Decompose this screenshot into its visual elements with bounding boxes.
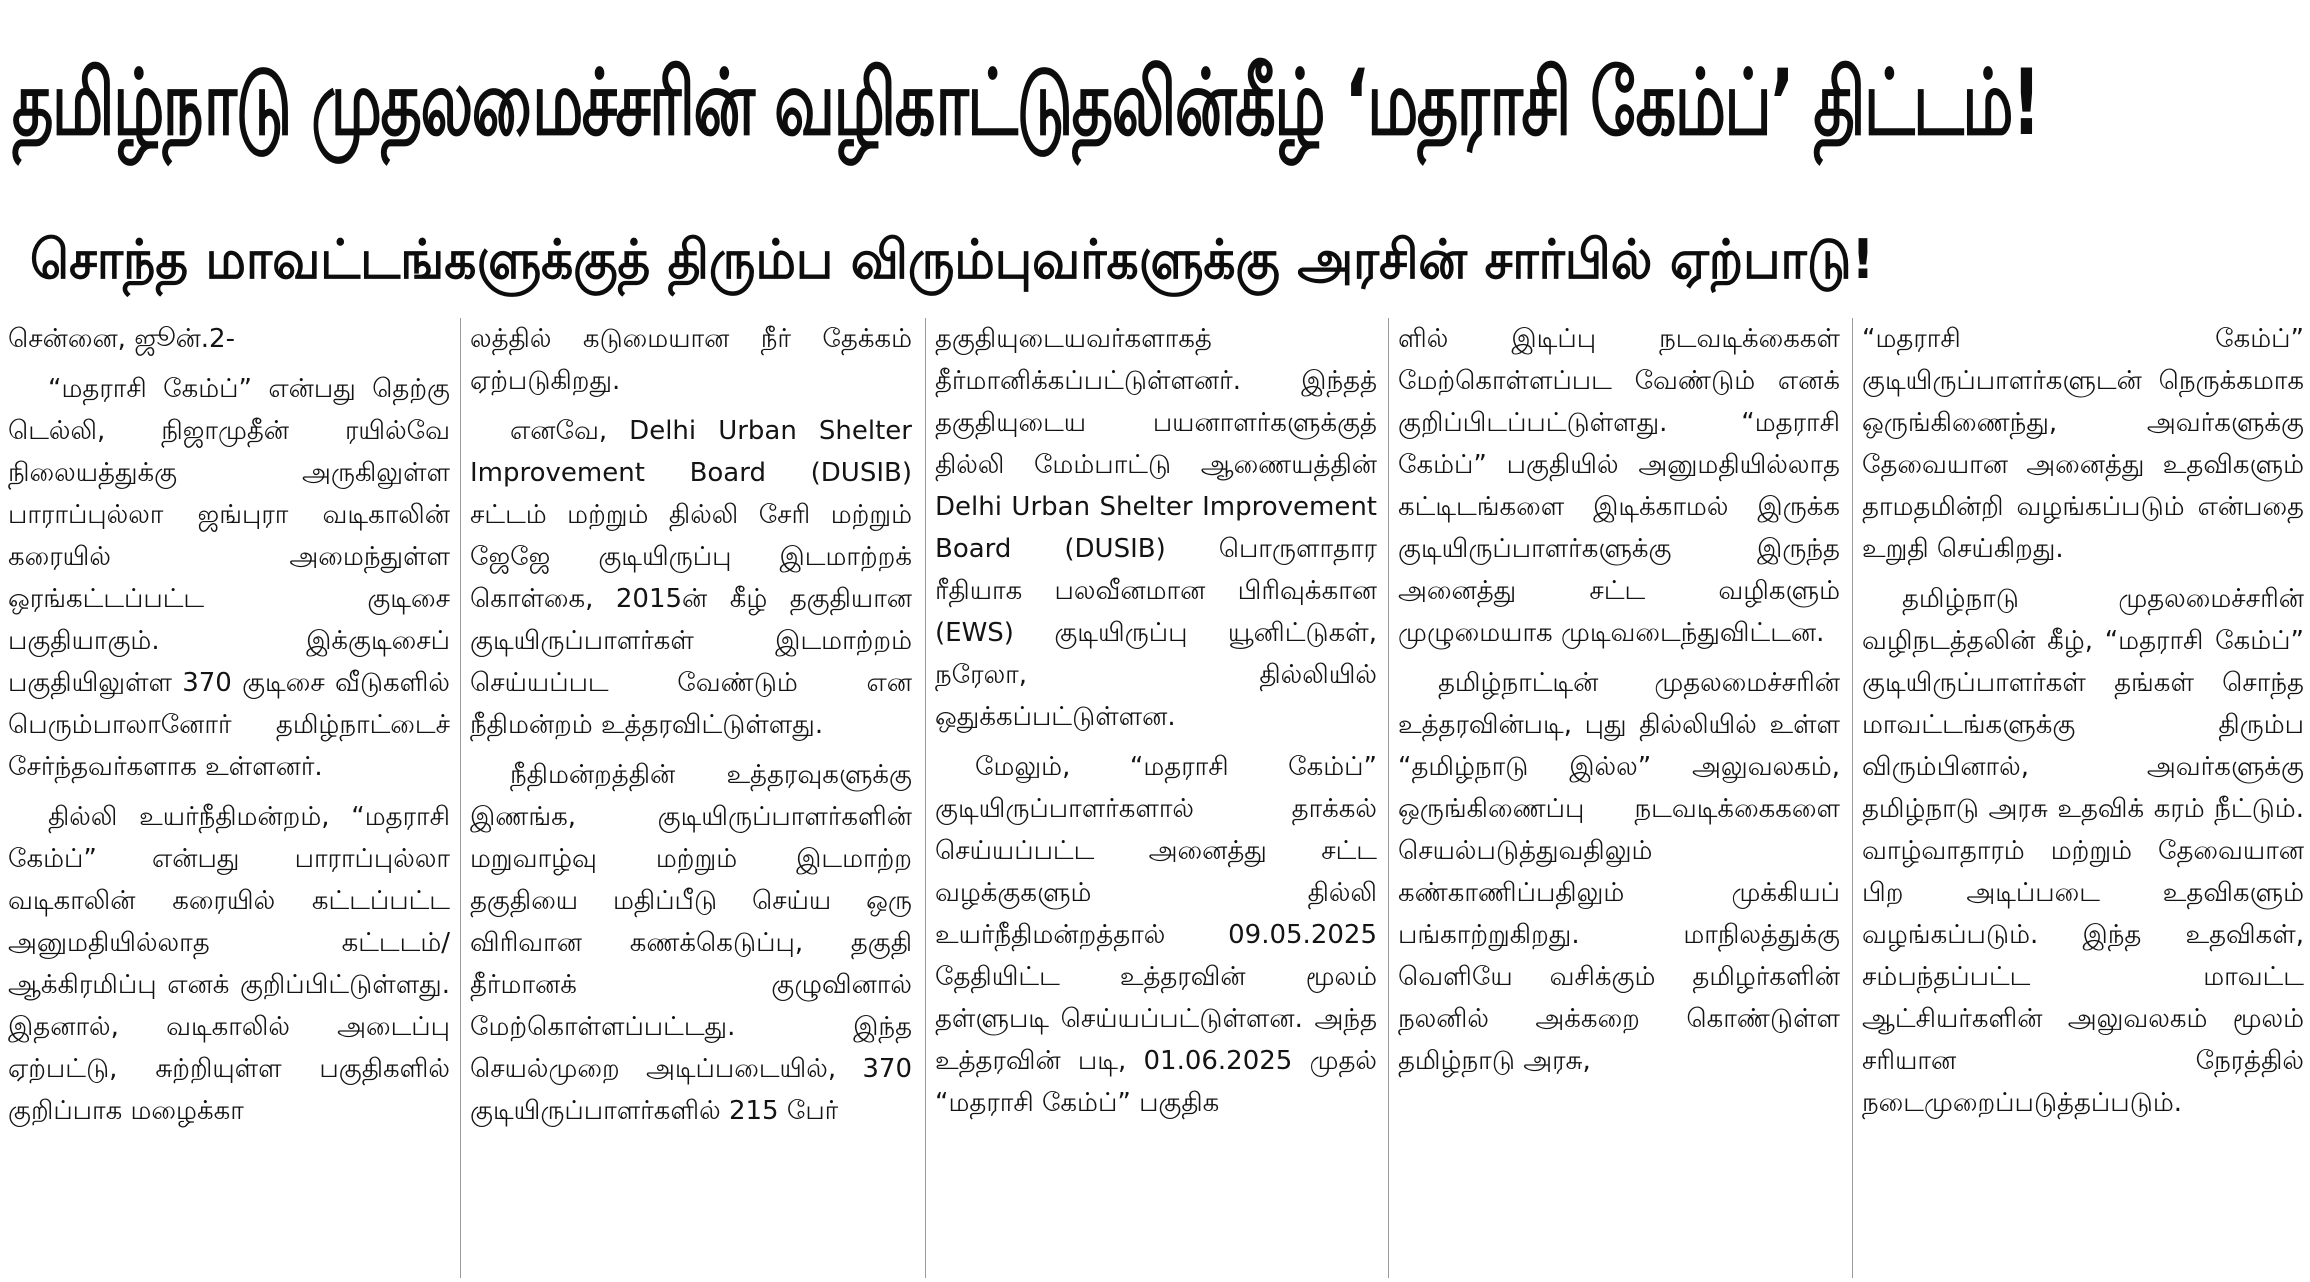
column-divider bbox=[460, 318, 461, 1278]
paragraph: நீதிமன்றத்தின் உத்தரவுகளுக்கு இணங்க, குடியிருப்பாளர்களின் மறுவாழ்வு மற்றும் இடமாற்ற தகுதியை மதிப்பீடு செய்ய ஒரு விரிவான கணக்கெடுப்பு, தகுதி தீர்மானக் குழுவினால் மேற்கொள்ளப்பட்டது. இந்த செயல்முறை அடிப்படையில், 370 குடியிருப்பாளர்களில் 215 பேர் bbox=[470, 760, 912, 1126]
column-divider bbox=[1388, 318, 1389, 1278]
article-column-3 bbox=[935, 318, 1377, 1278]
paragraph: மேலும், “மதராசி கேம்ப்” குடியிருப்பாளர்களால் தாக்கல் செய்யப்பட்ட அனைத்து சட்ட வழக்குகளும் தில்லி உயர்நீதிமன்றத்தால் 09.05.2025 தேதியிட்ட உத்தரவின் மூலம் தள்ளுபடி செய்யப்பட்டுள்ளன. அந்த உத்தரவின் படி, 01.06.2025 முதல் “மதராசி கேம்ப்” பகுதிக bbox=[935, 752, 1377, 1118]
paragraph: ளில் இடிப்பு நடவடிக்கைகள் மேற்கொள்ளப்பட வேண்டும் எனக் குறிப்பிடப்பட்டுள்ளது. “மதராசி கேம்ப்” பகுதியில் அனுமதியில்லாத கட்டிடங்களை இடிக்காமல் இருக்க குடியிருப்பாளர்களுக்கு இருந்த அனைத்து சட்ட வழிகளும் முழுமையாக முடிவடைந்துவிட்டன. bbox=[1398, 324, 1840, 648]
column-divider bbox=[925, 318, 926, 1278]
paragraph: தமிழ்நாட்டின் முதலமைச்சரின் உத்தரவின்படி, புது தில்லியில் உள்ள “தமிழ்நாடு இல்ல” அலுவலகம், ஒருங்கிணைப்பு நடவடிக்கைகளை செயல்படுத்துவதிலும் கண்காணிப்பதிலும் முக்கியப் பங்காற்றுகிறது. மாநிலத்துக்கு வெளியே வசிக்கும் தமிழர்களின் நலனில் அக்கறை கொண்டுள்ள தமிழ்நாடு அரசு, bbox=[1398, 668, 1840, 1076]
article-column-1 bbox=[8, 318, 450, 1278]
dateline: சென்னை, ஜூன்.2- bbox=[8, 324, 235, 354]
article-body bbox=[0, 318, 2310, 1278]
paragraph: தமிழ்நாடு முதலமைச்சரின் வழிநடத்தலின் கீழ், “மதராசி கேம்ப்” குடியிருப்பாளர்கள் தங்கள் சொந்த மாவட்டங்களுக்கு திரும்ப விரும்பினால், அவர்களுக்கு தமிழ்நாடு அரசு உதவிக் கரம் நீட்டும். வாழ்வாதாரம் மற்றும் தேவையான பிற அடிப்படை உதவிகளும் வழங்கப்படும். இந்த உதவிகள், சம்பந்தப்பட்ட மாவட்ட ஆட்சியர்களின் அலுவலகம் மூலம் சரியான நேரத்தில் நடைமுறைப்படுத்தப்படும். bbox=[1862, 584, 2304, 1118]
paragraph: “மதராசி கேம்ப்” என்பது தெற்கு டெல்லி, நிஜாமுதீன் ரயில்வே நிலையத்துக்கு அருகிலுள்ள பாராப்புல்லா ஜங்புரா வடிகாலின் கரையில் அமைந்துள்ள ஒரங்கட்டப்பட்ட குடிசை பகுதியாகும். இக்குடிசைப் பகுதியிலுள்ள 370 குடிசை வீடுகளில் பெரும்பாலானோர் தமிழ்நாட்டைச் சேர்ந்தவர்களாக உள்ளனர். bbox=[8, 374, 450, 782]
paragraph: தில்லி உயர்நீதிமன்றம், “மதராசி கேம்ப்” என்பது பாராப்புல்லா வடிகாலின் கரையில் கட்டப்பட்ட அனுமதியில்லாத கட்டடம்/ஆக்கிரமிப்பு எனக் குறிப்பிட்டுள்ளது. இதனால், வடிகாலில் அடைப்பு ஏற்பட்டு, சுற்றியுள்ள பகுதிகளில் குறிப்பாக மழைக்கா bbox=[8, 802, 450, 1126]
paragraph: லத்தில் கடுமையான நீர் தேக்கம் ஏற்படுகிறது. bbox=[470, 324, 912, 396]
column-divider bbox=[1852, 318, 1853, 1278]
headline: தமிழ்நாடு முதலமைச்சரின் வழிகாட்டுதலின்கீழ் ‘மதராசி கேம்ப்’ திட்டம்! bbox=[12, 49, 2040, 156]
article-column-4 bbox=[1398, 318, 1840, 1278]
subheadline: சொந்த மாவட்டங்களுக்குத் திரும்ப விரும்புவர்களுக்கு அரசின் சார்பில் ஏற்பாடு! bbox=[30, 228, 1875, 291]
article-column-5 bbox=[1862, 318, 2304, 1278]
paragraph: “மதராசி கேம்ப்” குடியிருப்பாளர்களுடன் நெருக்கமாக ஒருங்கிணைந்து, அவர்களுக்கு தேவையான அனைத்து உதவிகளும் தாமதமின்றி வழங்கப்படும் என்பதை உறுதி செய்கிறது. bbox=[1862, 324, 2304, 564]
article-column-2 bbox=[470, 318, 912, 1278]
paragraph: எனவே, Delhi Urban Shelter Improvement Board (DUSIB) சட்டம் மற்றும் தில்லி சேரி மற்றும் ஜேஜே குடியிருப்பு இடமாற்றக் கொள்கை, 2015ன் கீழ் தகுதியான குடியிருப்பாளர்கள் இடமாற்றம் செய்யப்பட வேண்டும் என நீதிமன்றம் உத்தரவிட்டுள்ளது. bbox=[470, 416, 912, 740]
paragraph: தகுதியுடையவர்களாகத் தீர்மானிக்கப்பட்டுள்ளனர். இந்தத் தகுதியுடைய பயனாளர்களுக்குத் தில்லி மேம்பாட்டு ஆணையத்தின் Delhi Urban Shelter Improvement Board (DUSIB) பொருளாதார ரீதியாக பலவீனமான பிரிவுக்கான (EWS) குடியிருப்பு யூனிட்டுகள், நரேலா, தில்லியில் ஒதுக்கப்பட்டுள்ளன. bbox=[935, 324, 1377, 732]
